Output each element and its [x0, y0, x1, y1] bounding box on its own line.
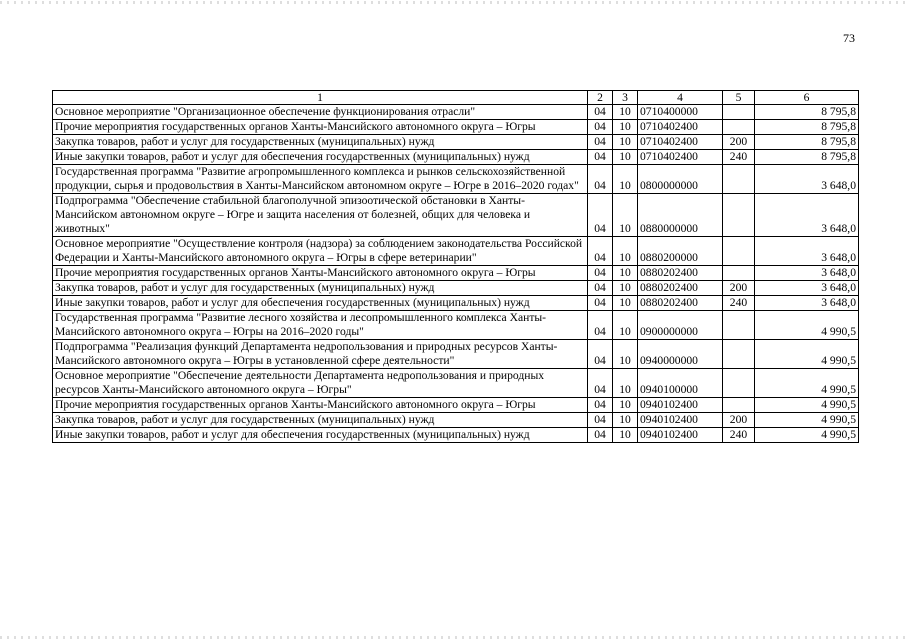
table-row [53, 135, 859, 150]
table-row [53, 311, 859, 340]
target-article-cell: 0880202400 [638, 281, 723, 296]
target-article-cell: 0940100000 [638, 369, 723, 398]
column-header: 6 [755, 91, 859, 105]
expense-type-cell [723, 340, 755, 369]
target-article-cell: 0880000000 [638, 194, 723, 237]
section-code-cell: 04 [588, 413, 613, 428]
expense-type-cell [723, 165, 755, 194]
expense-type-cell [723, 266, 755, 281]
target-article-cell: 0940102400 [638, 428, 723, 443]
amount-cell: 3 648,0 [755, 194, 859, 237]
item-name-cell: Иные закупки товаров, работ и услуг для обеспечения государственных (муниципальных) нужд [53, 296, 588, 311]
column-header: 2 [588, 91, 613, 105]
section-code-cell: 04 [588, 194, 613, 237]
expense-type-cell: 240 [723, 150, 755, 165]
target-article-cell: 0800000000 [638, 165, 723, 194]
section-code-cell: 04 [588, 340, 613, 369]
target-article-cell: 0880202400 [638, 266, 723, 281]
amount-cell: 8 795,8 [755, 120, 859, 135]
scan-edge-bottom [0, 636, 905, 639]
table-row [53, 120, 859, 135]
item-name-cell: Иные закупки товаров, работ и услуг для обеспечения государственных (муниципальных) нужд [53, 428, 588, 443]
section-code-cell: 04 [588, 428, 613, 443]
amount-cell: 3 648,0 [755, 281, 859, 296]
table-row [53, 296, 859, 311]
expense-type-cell [723, 194, 755, 237]
amount-cell: 3 648,0 [755, 266, 859, 281]
item-name-cell: Закупка товаров, работ и услуг для государственных (муниципальных) нужд [53, 413, 588, 428]
table-row [53, 340, 859, 369]
section-code-cell: 04 [588, 296, 613, 311]
table-row [53, 266, 859, 281]
expense-type-cell [723, 237, 755, 266]
item-name-cell: Подпрограмма "Реализация функций Департамента недропользования и природных ресурсов Ханты-Мансийского автономного округа – Югры в установленной сфере деятельности" [53, 340, 588, 369]
expense-type-cell [723, 369, 755, 398]
amount-cell: 4 990,5 [755, 340, 859, 369]
column-header: 3 [613, 91, 638, 105]
table-row [53, 105, 859, 120]
subsection-code-cell: 10 [613, 150, 638, 165]
subsection-code-cell: 10 [613, 296, 638, 311]
table-row [53, 194, 859, 237]
amount-cell: 3 648,0 [755, 165, 859, 194]
item-name-cell: Иные закупки товаров, работ и услуг для обеспечения государственных (муниципальных) нужд [53, 150, 588, 165]
expense-type-cell [723, 398, 755, 413]
amount-cell: 3 648,0 [755, 296, 859, 311]
table-row [53, 398, 859, 413]
column-header: 5 [723, 91, 755, 105]
column-header: 4 [638, 91, 723, 105]
subsection-code-cell: 10 [613, 266, 638, 281]
target-article-cell: 0710402400 [638, 120, 723, 135]
budget-table [52, 90, 859, 443]
section-code-cell: 04 [588, 311, 613, 340]
subsection-code-cell: 10 [613, 311, 638, 340]
subsection-code-cell: 10 [613, 165, 638, 194]
amount-cell: 8 795,8 [755, 105, 859, 120]
expense-type-cell: 200 [723, 135, 755, 150]
target-article-cell: 0880200000 [638, 237, 723, 266]
column-header: 1 [53, 91, 588, 105]
section-code-cell: 04 [588, 120, 613, 135]
section-code-cell: 04 [588, 105, 613, 120]
expense-type-cell [723, 120, 755, 135]
target-article-cell: 0710402400 [638, 135, 723, 150]
amount-cell: 4 990,5 [755, 311, 859, 340]
table-row [53, 413, 859, 428]
table-row [53, 369, 859, 398]
amount-cell: 4 990,5 [755, 413, 859, 428]
amount-cell: 4 990,5 [755, 398, 859, 413]
table-row [53, 165, 859, 194]
section-code-cell: 04 [588, 165, 613, 194]
amount-cell: 3 648,0 [755, 237, 859, 266]
subsection-code-cell: 10 [613, 194, 638, 237]
target-article-cell: 0880202400 [638, 296, 723, 311]
subsection-code-cell: 10 [613, 135, 638, 150]
target-article-cell: 0710400000 [638, 105, 723, 120]
expense-type-cell: 200 [723, 281, 755, 296]
page-number: 73 [843, 31, 855, 45]
section-code-cell: 04 [588, 281, 613, 296]
item-name-cell: Основное мероприятие "Организационное обеспечение функционирования отрасли" [53, 105, 588, 120]
target-article-cell: 0900000000 [638, 311, 723, 340]
amount-cell: 4 990,5 [755, 428, 859, 443]
item-name-cell: Основное мероприятие "Обеспечение деятельности Департамента недропользования и природных ресурсов Ханты-Мансийского автономного округа – Югры" [53, 369, 588, 398]
amount-cell: 8 795,8 [755, 135, 859, 150]
item-name-cell: Закупка товаров, работ и услуг для государственных (муниципальных) нужд [53, 281, 588, 296]
amount-cell: 4 990,5 [755, 369, 859, 398]
subsection-code-cell: 10 [613, 340, 638, 369]
table-row [53, 150, 859, 165]
item-name-cell: Подпрограмма "Обеспечение стабильной благополучной эпизоотической обстановки в Ханты-Мансийском автономном округе – Югре и защита населения от болезней, общих для человека и животных" [53, 194, 588, 237]
item-name-cell: Закупка товаров, работ и услуг для государственных (муниципальных) нужд [53, 135, 588, 150]
subsection-code-cell: 10 [613, 413, 638, 428]
target-article-cell: 0940102400 [638, 398, 723, 413]
expense-type-cell: 240 [723, 296, 755, 311]
item-name-cell: Прочие мероприятия государственных органов Ханты-Мансийского автономного округа – Югры [53, 120, 588, 135]
section-code-cell: 04 [588, 266, 613, 281]
section-code-cell: 04 [588, 237, 613, 266]
table-row [53, 237, 859, 266]
header-row [53, 91, 859, 105]
subsection-code-cell: 10 [613, 105, 638, 120]
section-code-cell: 04 [588, 150, 613, 165]
expense-type-cell [723, 105, 755, 120]
subsection-code-cell: 10 [613, 281, 638, 296]
item-name-cell: Основное мероприятие "Осуществление контроля (надзора) за соблюдением законодательства Российской Федерации и Ханты-Мансийского автономного округа – Югры в сфере ветеринарии" [53, 237, 588, 266]
expense-type-cell: 200 [723, 413, 755, 428]
section-code-cell: 04 [588, 135, 613, 150]
item-name-cell: Государственная программа "Развитие агропромышленного комплекса и рынков сельскохозяйственной продукции, сырья и продовольствия в Ханты-Мансийском автономном округе – Югре в 2016–2020 годах" [53, 165, 588, 194]
expense-type-cell: 240 [723, 428, 755, 443]
target-article-cell: 0940000000 [638, 340, 723, 369]
section-code-cell: 04 [588, 369, 613, 398]
target-article-cell: 0940102400 [638, 413, 723, 428]
subsection-code-cell: 10 [613, 428, 638, 443]
subsection-code-cell: 10 [613, 237, 638, 266]
item-name-cell: Прочие мероприятия государственных органов Ханты-Мансийского автономного округа – Югры [53, 398, 588, 413]
table-row [53, 281, 859, 296]
section-code-cell: 04 [588, 398, 613, 413]
amount-cell: 8 795,8 [755, 150, 859, 165]
subsection-code-cell: 10 [613, 398, 638, 413]
table-row [53, 428, 859, 443]
item-name-cell: Государственная программа "Развитие лесного хозяйства и лесопромышленного комплекса Ханты-Мансийского автономного округа – Югры на 2016–2020 годы" [53, 311, 588, 340]
scan-edge-top [0, 1, 905, 4]
subsection-code-cell: 10 [613, 120, 638, 135]
subsection-code-cell: 10 [613, 369, 638, 398]
target-article-cell: 0710402400 [638, 150, 723, 165]
expense-type-cell [723, 311, 755, 340]
item-name-cell: Прочие мероприятия государственных органов Ханты-Мансийского автономного округа – Югры [53, 266, 588, 281]
